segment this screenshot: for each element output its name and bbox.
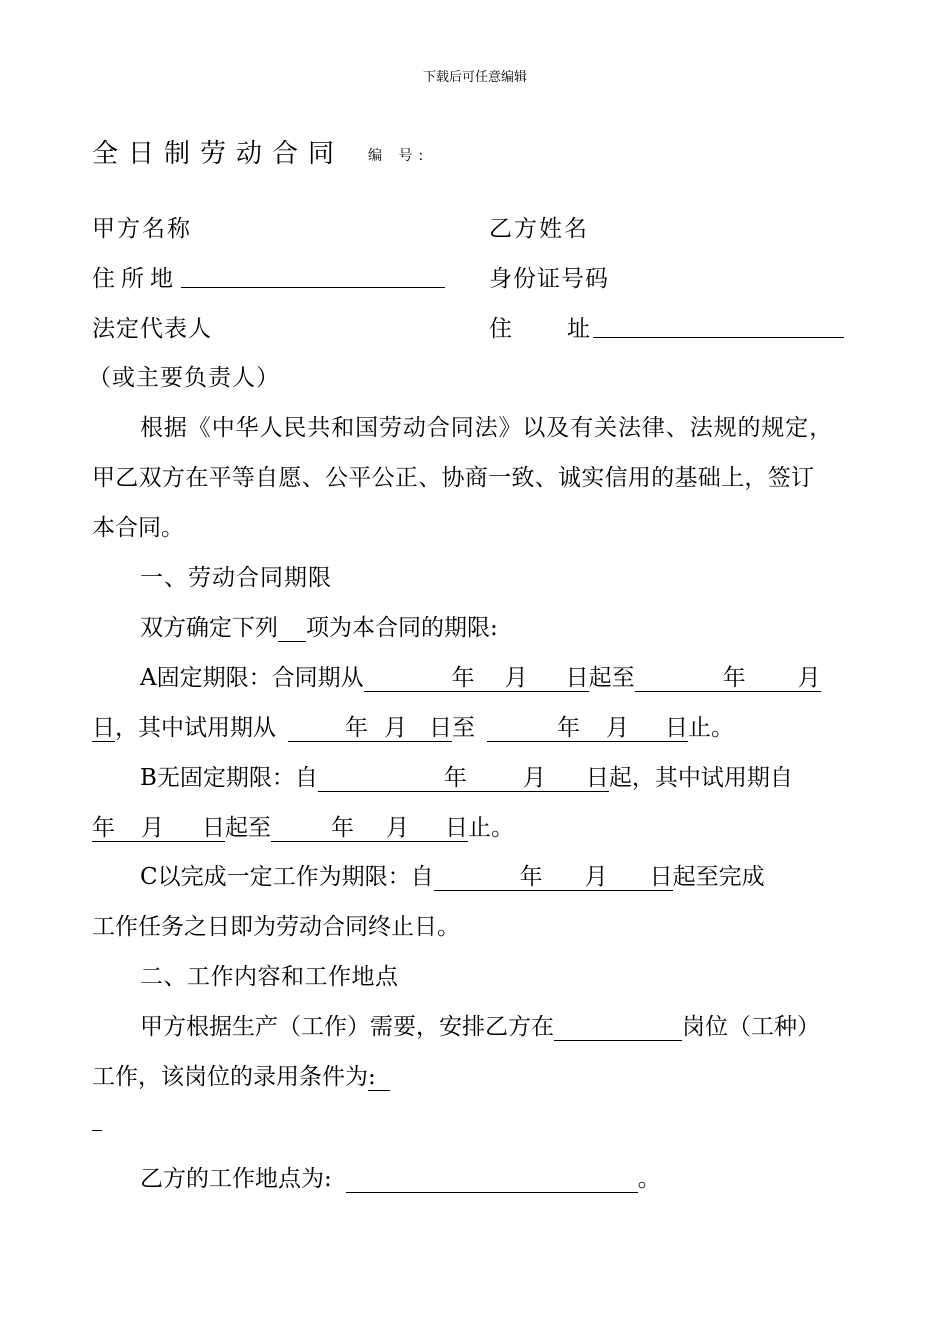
hiring-conditions-continuation-field[interactable] (92, 1118, 102, 1131)
party-b-id-label: 身份证号码 (489, 266, 609, 292)
term-choice-field[interactable] (278, 614, 306, 642)
year-text: 年 (92, 815, 115, 841)
month-text: 月 (797, 665, 821, 691)
party-a-address-label: 住所地 (92, 266, 179, 292)
open-probation-start-field[interactable] (92, 815, 225, 842)
section-2-heading: 二、工作内容和工作地点 (140, 964, 399, 990)
fixed-term-line-1 (140, 659, 821, 692)
open-term-start-field[interactable] (318, 765, 609, 792)
zhi-text: 至 (452, 715, 475, 741)
term-choice-post: 项为本合同的期限: (306, 615, 498, 641)
task-term-start-field[interactable] (434, 864, 673, 891)
party-b-name-label: 乙方姓名 (489, 216, 589, 242)
fixed-end-date-field-part2[interactable]: 日 (92, 715, 115, 741)
colon-text: : (368, 1064, 376, 1090)
task-term-label: C以完成一定工作为期限：自 (140, 864, 434, 890)
qizhi-text: 起至 (225, 815, 271, 841)
day-text: 日 (665, 715, 688, 741)
month-text: 月 (522, 765, 546, 791)
open-term-line-2 (92, 809, 514, 842)
term-choice-pre: 双方确定下列 (140, 615, 278, 641)
year-text: 年 (557, 715, 580, 741)
hiring-conditions-field[interactable] (368, 1064, 390, 1091)
party-b-address-field[interactable] (593, 311, 844, 338)
probation-start-field[interactable] (288, 715, 452, 742)
position-pre: 甲方根据生产（工作）需要，安排乙方在 (140, 1014, 554, 1040)
task-term-line-1 (140, 858, 765, 891)
work-place-label: 乙方的工作地点为: (140, 1166, 332, 1192)
year-text: 年 (722, 665, 746, 691)
fixed-term-label: A固定期限：合同期从 (140, 665, 364, 691)
year-text: 年 (443, 765, 467, 791)
work-place-line (140, 1160, 661, 1193)
position-post: 岗位（工种） (682, 1014, 820, 1040)
month-text: 月 (504, 665, 528, 691)
party-a-rep-label: 法定代表人 (92, 316, 212, 342)
probation-end-field[interactable] (487, 715, 688, 742)
position-line-2 (92, 1058, 390, 1091)
party-b-address-label-2: 址 (567, 316, 590, 342)
work-place-end: 。 (637, 1166, 661, 1192)
qizhi-text: 起至 (588, 665, 635, 691)
position-line-1 (140, 1008, 820, 1041)
fixed-end-date-field-part1[interactable] (635, 665, 821, 692)
zhi-end-text: 止。 (688, 715, 734, 741)
month-text: 月 (384, 715, 407, 741)
day-text: 日 (429, 715, 452, 741)
open-term-label: B无固定期限：自 (140, 765, 318, 791)
party-b-address-label-1: 住 (489, 316, 512, 342)
party-a-rep-note: （或主要负责人） (88, 365, 280, 391)
year-text: 年 (345, 715, 368, 741)
open-probation-end-field[interactable] (271, 815, 468, 842)
year-text: 年 (451, 665, 475, 691)
year-text: 年 (331, 815, 354, 841)
term-choice-line (140, 609, 498, 642)
month-text: 月 (141, 815, 164, 841)
hiring-conditions-label: 工作，该岗位的录用条件为 (92, 1064, 368, 1090)
header-note: 下载后可任意编辑 (422, 70, 527, 85)
probation-label: ，其中试用期从 (115, 715, 276, 741)
month-text: 月 (584, 864, 608, 890)
day-text: 日 (565, 665, 589, 691)
fixed-term-line-2 (92, 709, 734, 742)
day-text: 日 (585, 765, 609, 791)
open-term-post: 起，其中试用期自 (608, 765, 793, 791)
intro-line-3: 本合同。 (92, 515, 184, 541)
party-a-name-label: 甲方名称 (92, 216, 192, 242)
work-place-field[interactable] (346, 1165, 638, 1193)
contract-number-label: 编 号: (368, 148, 430, 164)
day-text: 日 (445, 815, 468, 841)
month-text: 月 (606, 715, 629, 741)
month-text: 月 (386, 815, 409, 841)
day-text: 日 (202, 815, 225, 841)
open-term-line-1 (140, 759, 793, 792)
day-text: 日 (649, 864, 673, 890)
section-1-heading: 一、劳动合同期限 (140, 565, 332, 591)
party-a-address-field[interactable] (181, 261, 445, 288)
zhi-end-text: 止。 (468, 815, 514, 841)
intro-line-1: 根据《中华人民共和国劳动合同法》以及有关法律、法规的规定， (140, 415, 834, 441)
fixed-start-date-field[interactable] (364, 665, 589, 692)
task-term-post: 起至完成 (672, 864, 765, 890)
intro-line-2: 甲乙双方在平等自愿、公平公正、协商一致、诚实信用的基础上，签订 (92, 465, 815, 491)
document-title: 全日制劳动合同 (92, 139, 345, 169)
year-text: 年 (519, 864, 543, 890)
position-field[interactable] (554, 1013, 682, 1041)
task-term-line-2: 工作任务之日即为劳动合同终止日。 (92, 914, 460, 940)
